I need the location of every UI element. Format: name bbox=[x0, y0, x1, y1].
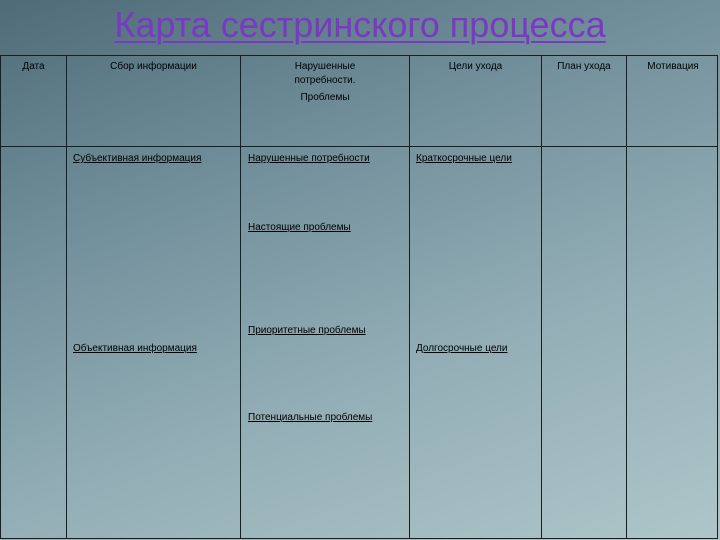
nursing-process-table bbox=[0, 55, 718, 539]
subjective-info-label: Субъективная информация bbox=[73, 153, 202, 164]
header-plan: План ухода bbox=[557, 61, 611, 72]
column-divider bbox=[66, 56, 67, 538]
page-title: Карта сестринского процесса bbox=[114, 4, 606, 45]
header-divider bbox=[1, 146, 717, 147]
column-divider bbox=[541, 56, 542, 538]
column-divider bbox=[626, 56, 627, 538]
header-needs-line2: потребности. bbox=[294, 75, 356, 86]
header-motivation: Мотивация bbox=[647, 61, 699, 72]
column-divider bbox=[409, 56, 410, 538]
current-problems-label: Настоящие проблемы bbox=[248, 222, 351, 233]
header-needs-line1: Нарушенные bbox=[294, 61, 356, 72]
potential-problems-label: Потенциальные проблемы bbox=[248, 412, 373, 423]
violated-needs-label: Нарушенные потребности bbox=[248, 153, 370, 164]
header-goals: Цели ухода bbox=[448, 61, 503, 72]
header-info-collection: Сбор информации bbox=[110, 61, 197, 72]
header-needs-problems bbox=[241, 60, 409, 105]
column-divider bbox=[240, 56, 241, 538]
long-term-goals-label: Долгосрочные цели bbox=[416, 343, 508, 354]
priority-problems-label: Приоритетные проблемы bbox=[248, 325, 366, 336]
header-date: Дата bbox=[22, 61, 45, 72]
header-needs-line3: Проблемы bbox=[300, 92, 350, 103]
objective-info-label: Объективная информация bbox=[73, 343, 197, 354]
short-term-goals-label: Краткосрочные цели bbox=[416, 153, 512, 164]
